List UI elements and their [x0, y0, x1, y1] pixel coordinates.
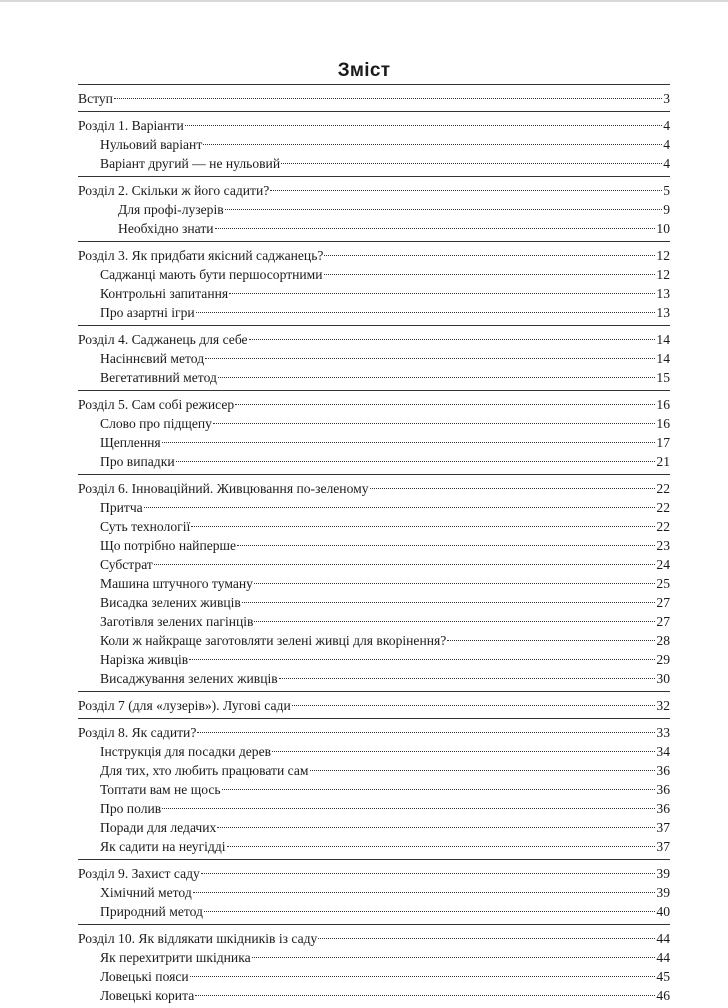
toc-subsection-entry	[78, 414, 670, 433]
toc-section	[78, 176, 670, 241]
toc-entry-label: Висадка зелених живців	[100, 595, 241, 610]
toc-entry-label: Для профі-лузерів	[118, 202, 224, 217]
dot-leader	[197, 732, 655, 733]
toc-page-number: 44	[656, 931, 670, 946]
toc-entry-label: Хімічний метод	[100, 885, 192, 900]
toc-page-number: 10	[656, 221, 670, 236]
dot-leader	[204, 911, 655, 912]
dot-leader	[190, 976, 656, 977]
toc-subsection-entry	[78, 631, 670, 650]
toc-subsection-entry	[78, 799, 670, 818]
toc-page-number: 44	[656, 950, 670, 965]
toc-subsection-entry	[78, 536, 670, 555]
toc-entry-label: Розділ 10. Як відлякати шкідників із саду	[78, 931, 318, 946]
toc-page-number: 22	[656, 481, 670, 496]
toc-page-number: 12	[656, 248, 670, 263]
toc-page-number: 34	[656, 744, 670, 759]
toc-entry-label: Розділ 4. Саджанець для себе	[78, 332, 248, 347]
toc-page-number: 13	[656, 286, 670, 301]
toc-page-number: 40	[656, 904, 670, 919]
dot-leader	[237, 545, 655, 546]
toc-page-number: 37	[656, 839, 670, 854]
toc-entry-label: Розділ 5. Сам собі режисер	[78, 397, 235, 412]
dot-leader	[242, 602, 656, 603]
toc-section	[78, 924, 670, 1008]
dot-leader	[213, 423, 655, 424]
toc-page-number: 24	[656, 557, 670, 572]
toc-entry-label: Для тих, хто любить працювати сам	[100, 763, 309, 778]
toc-entry-label: Розділ 3. Як придбати якісний саджанець?	[78, 248, 324, 263]
toc-chapter-entry	[78, 395, 670, 414]
toc-entry-label: Інструкція для посадки дерев	[100, 744, 272, 759]
toc-subsection-entry	[78, 780, 670, 799]
dot-leader	[162, 808, 655, 809]
toc-entry-label: Машина штучного туману	[100, 576, 253, 591]
toc-page-number: 22	[656, 500, 670, 515]
toc-page-number: 36	[656, 782, 670, 797]
toc-section	[78, 390, 670, 474]
toc-page-number: 21	[656, 454, 670, 469]
toc-page-number: 29	[656, 652, 670, 667]
dot-leader	[270, 190, 662, 191]
dot-leader	[114, 98, 662, 99]
toc-page-number: 4	[663, 156, 670, 171]
toc-section	[78, 111, 670, 176]
dot-leader	[203, 144, 662, 145]
toc-entry-label: Коли ж найкраще заготовляти зелені живці для вкорінення?	[100, 633, 447, 648]
toc-section	[78, 474, 670, 691]
dot-leader	[189, 659, 655, 660]
toc-entry-label: Розділ 6. Інноваційний. Живцювання по-зеленому	[78, 481, 369, 496]
toc-entry-label: Топтати вам не щось	[100, 782, 221, 797]
toc-subsection-entry	[78, 593, 670, 612]
dot-leader	[225, 209, 663, 210]
toc-subsection-entry	[78, 452, 670, 471]
dot-leader	[227, 846, 656, 847]
toc-subsection-entry	[78, 669, 670, 688]
toc-page-number: 36	[656, 801, 670, 816]
dot-leader	[292, 705, 656, 706]
dot-leader	[324, 274, 656, 275]
page-title: Зміст	[337, 60, 391, 81]
toc-subsection-entry	[78, 986, 670, 1005]
toc-subsection-entry	[78, 265, 670, 284]
toc-section	[78, 84, 670, 111]
dot-leader	[249, 339, 656, 340]
toc-page-number: 27	[656, 595, 670, 610]
toc-page-number: 37	[656, 820, 670, 835]
toc-entry-label: Субстрат	[100, 557, 153, 572]
toc-entry-label: Як перехитрити шкідника	[100, 950, 251, 965]
toc-page-number: 14	[656, 332, 670, 347]
toc-subsection-entry	[78, 574, 670, 593]
toc-page-number: 16	[656, 397, 670, 412]
dot-leader	[185, 125, 662, 126]
dot-leader	[144, 507, 656, 508]
toc-chapter-entry	[78, 246, 670, 265]
toc-entry-label: Розділ 7 (для «лузерів»). Лугові сади	[78, 698, 291, 713]
toc-subsection-entry	[78, 368, 670, 387]
toc-entry-label: Насіннєвий метод	[100, 351, 205, 366]
toc-chapter-entry	[78, 116, 670, 135]
dot-leader	[217, 827, 655, 828]
toc-section	[78, 325, 670, 390]
toc-subsection-entry	[78, 219, 670, 238]
toc-entry-label: Природний метод	[100, 904, 203, 919]
toc-page-number: 4	[663, 137, 670, 152]
dot-leader	[196, 312, 656, 313]
dot-leader	[310, 770, 656, 771]
toc-entry-label: Вегетативний метод	[100, 370, 217, 385]
toc-entry-label: Про полив	[100, 801, 162, 816]
toc-chapter-entry	[78, 479, 670, 498]
toc-subsection-entry	[78, 433, 670, 452]
toc-page-number: 16	[656, 416, 670, 431]
dot-leader	[235, 404, 655, 405]
toc-entry-label: Розділ 8. Як садити?	[78, 725, 197, 740]
dot-leader	[272, 751, 655, 752]
toc-page-number: 4	[663, 118, 670, 133]
toc-page-number: 39	[656, 885, 670, 900]
toc-entry-label: Слово про підщепу	[100, 416, 212, 431]
top-divider	[0, 0, 728, 2]
toc-chapter-entry	[78, 330, 670, 349]
toc-page-number: 9	[663, 202, 670, 217]
dot-leader	[447, 640, 655, 641]
toc-entry-label: Нульовий варіант	[100, 137, 203, 152]
toc-entry-label: Заготівля зелених пагінців	[100, 614, 254, 629]
dot-leader	[324, 255, 655, 256]
toc-entry-label: Розділ 1. Варіанти	[78, 118, 184, 133]
toc-section	[78, 241, 670, 325]
toc-section	[78, 718, 670, 859]
dot-leader	[176, 461, 656, 462]
toc-entry-label: Розділ 2. Скільки ж його садити?	[78, 183, 270, 198]
toc-page-number: 27	[656, 614, 670, 629]
dot-leader	[191, 526, 655, 527]
toc-subsection-entry	[78, 837, 670, 856]
toc-page-number: 12	[656, 267, 670, 282]
toc-entry-label: Варіант другий — не нульовий	[100, 156, 281, 171]
dot-leader	[201, 873, 656, 874]
toc-entry-label: Вступ	[78, 91, 113, 106]
toc-entry-label: Висаджування зелених живців	[100, 671, 278, 686]
dot-leader	[279, 678, 656, 679]
toc-subsection-entry	[78, 967, 670, 986]
toc-entry-label: Ловецькі пояси	[100, 969, 189, 984]
toc-page-number: 33	[656, 725, 670, 740]
toc-page-number: 36	[656, 763, 670, 778]
dot-leader	[252, 957, 656, 958]
toc-page-number: 3	[663, 91, 670, 106]
toc-page-number: 25	[656, 576, 670, 591]
toc-entry-label: Що потрібно найперше	[100, 538, 237, 553]
toc-chapter-entry	[78, 696, 670, 715]
toc-page-number: 32	[656, 698, 670, 713]
toc-entry-label: Поради для ледачих	[100, 820, 217, 835]
toc-page-number: 14	[656, 351, 670, 366]
toc-chapter-entry	[78, 723, 670, 742]
toc-page-number: 17	[656, 435, 670, 450]
dot-leader	[229, 293, 655, 294]
toc-entry-label: Щеплення	[100, 435, 161, 450]
toc-subsection-entry	[78, 612, 670, 631]
toc-page-number: 39	[656, 866, 670, 881]
toc-section	[78, 691, 670, 718]
toc-entry-label: Розділ 9. Захист саду	[78, 866, 200, 881]
dot-leader	[318, 938, 655, 939]
toc-subsection-entry	[78, 303, 670, 322]
table-of-contents	[78, 84, 670, 1008]
toc-subsection-entry	[78, 742, 670, 761]
toc-subsection-entry	[78, 349, 670, 368]
toc-entry-label: Саджанці мають бути першосортними	[100, 267, 323, 282]
toc-entry-label: Необхідно знати	[118, 221, 214, 236]
toc-entry-label: Як садити на неугідді	[100, 839, 226, 854]
toc-page-number: 28	[656, 633, 670, 648]
toc-page-number: 30	[656, 671, 670, 686]
toc-section	[78, 859, 670, 924]
toc-subsection-entry	[78, 498, 670, 517]
dot-leader	[218, 377, 656, 378]
dot-leader	[154, 564, 656, 565]
toc-page-number: 45	[656, 969, 670, 984]
toc-subsection-entry	[78, 200, 670, 219]
toc-subsection-entry	[78, 135, 670, 154]
toc-subsection-entry	[78, 555, 670, 574]
dot-leader	[215, 228, 656, 229]
toc-chapter-entry	[78, 89, 670, 108]
dot-leader	[254, 583, 655, 584]
toc-page-number: 13	[656, 305, 670, 320]
toc-page-number: 5	[663, 183, 670, 198]
toc-chapter-entry	[78, 864, 670, 883]
toc-subsection-entry	[78, 902, 670, 921]
toc-subsection-entry	[78, 948, 670, 967]
dot-leader	[222, 789, 656, 790]
dot-leader	[205, 358, 655, 359]
toc-entry-label: Про випадки	[100, 454, 175, 469]
dot-leader	[162, 442, 656, 443]
toc-chapter-entry	[78, 181, 670, 200]
toc-subsection-entry	[78, 284, 670, 303]
toc-subsection-entry	[78, 650, 670, 669]
toc-subsection-entry	[78, 883, 670, 902]
toc-entry-label: Про азартні ігри	[100, 305, 195, 320]
toc-entry-label: Притча	[100, 500, 143, 515]
dot-leader	[193, 892, 656, 893]
toc-entry-label: Нарізка живців	[100, 652, 189, 667]
toc-subsection-entry	[78, 154, 670, 173]
dot-leader	[254, 621, 655, 622]
dot-leader	[195, 995, 655, 996]
toc-subsection-entry	[78, 818, 670, 837]
toc-page-number: 22	[656, 519, 670, 534]
toc-subsection-entry	[78, 517, 670, 536]
toc-entry-label: Ловецькі корита	[100, 988, 195, 1003]
toc-page-number: 23	[656, 538, 670, 553]
dot-leader	[281, 163, 662, 164]
toc-page-number: 46	[656, 988, 670, 1003]
toc-chapter-entry	[78, 929, 670, 948]
toc-page-number: 15	[656, 370, 670, 385]
dot-leader	[370, 488, 656, 489]
toc-subsection-entry	[78, 761, 670, 780]
toc-entry-label: Суть технології	[100, 519, 191, 534]
toc-entry-label: Контрольні запитання	[100, 286, 229, 301]
